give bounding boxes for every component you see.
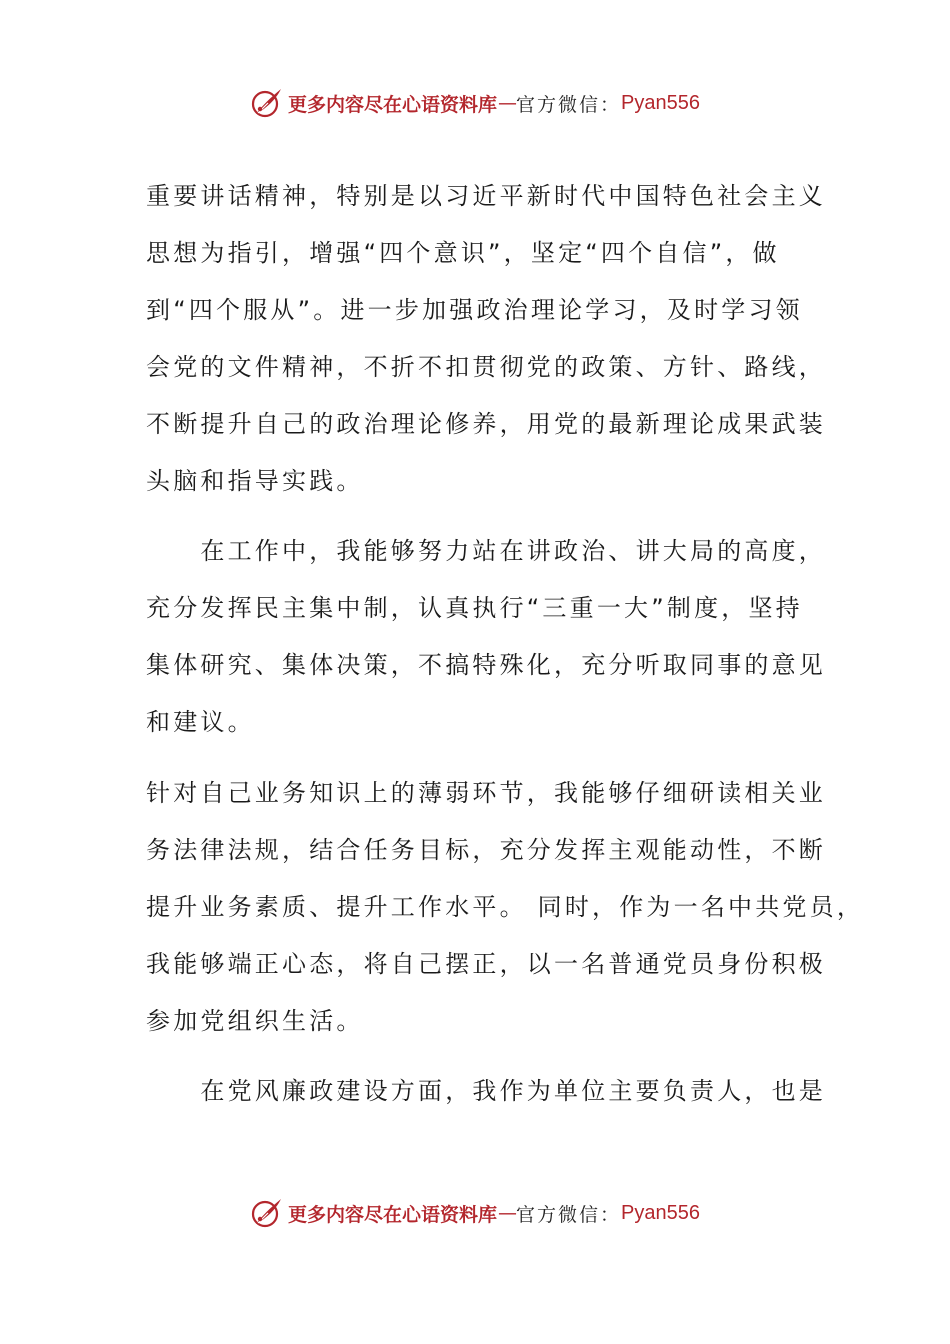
text-line: 针对自己业务知识上的薄弱环节，我能够仔细研读相关业 <box>146 779 826 807</box>
banner-wechat-label: 官方微信： <box>516 1203 622 1226</box>
text-line: 头脑和指导实践。 <box>146 467 364 495</box>
text-line: 到“四个服从”。进一步加强政治理论学习，及时学习领 <box>146 296 803 324</box>
banner-main-text: 更多内容尽在心语资料库 <box>288 1203 498 1226</box>
quill-logo-icon <box>250 86 284 120</box>
banner-wechat-id: Pyan556 <box>621 91 700 114</box>
text-line: 思想为指引，增强“四个意识”，坚定“四个自信”，做 <box>146 239 780 267</box>
banner-wechat-label: 官方微信： <box>516 93 622 116</box>
text-line: 提升业务素质、提升工作水平。 同时，作为一名中共党员， <box>146 893 865 921</box>
text-line: 不断提升自己的政治理论修养，用党的最新理论成果武装 <box>146 410 826 438</box>
footer-banner <box>0 1193 950 1233</box>
banner-dash: — <box>498 92 516 114</box>
text-line: 参加党组织生活。 <box>146 1007 364 1035</box>
header-banner <box>0 83 950 123</box>
text-line: 在工作中，我能够努力站在讲政治、讲大局的高度， <box>146 537 826 565</box>
text-line: 和建议。 <box>146 708 255 736</box>
banner-dash: — <box>498 1202 516 1224</box>
text-line: 集体研究、集体决策，不搞特殊化，充分听取同事的意见 <box>146 651 826 679</box>
banner-main-text: 更多内容尽在心语资料库 <box>288 93 498 116</box>
text-line: 我能够端正心态，将自己摆正，以一名普通党员身份积极 <box>146 950 826 978</box>
quill-logo-icon <box>250 1196 284 1230</box>
banner-wechat-id: Pyan556 <box>621 1201 700 1224</box>
text-line: 充分发挥民主集中制，认真执行“三重一大”制度，坚持 <box>146 594 803 622</box>
text-line: 会党的文件精神，不折不扣贯彻党的政策、方针、路线， <box>146 353 826 381</box>
text-line: 务法律法规，结合任务目标，充分发挥主观能动性，不断 <box>146 836 826 864</box>
text-line: 在党风廉政建设方面，我作为单位主要负责人，也是 <box>146 1077 826 1105</box>
text-line: 重要讲话精神，特别是以习近平新时代中国特色社会主义 <box>146 182 826 210</box>
